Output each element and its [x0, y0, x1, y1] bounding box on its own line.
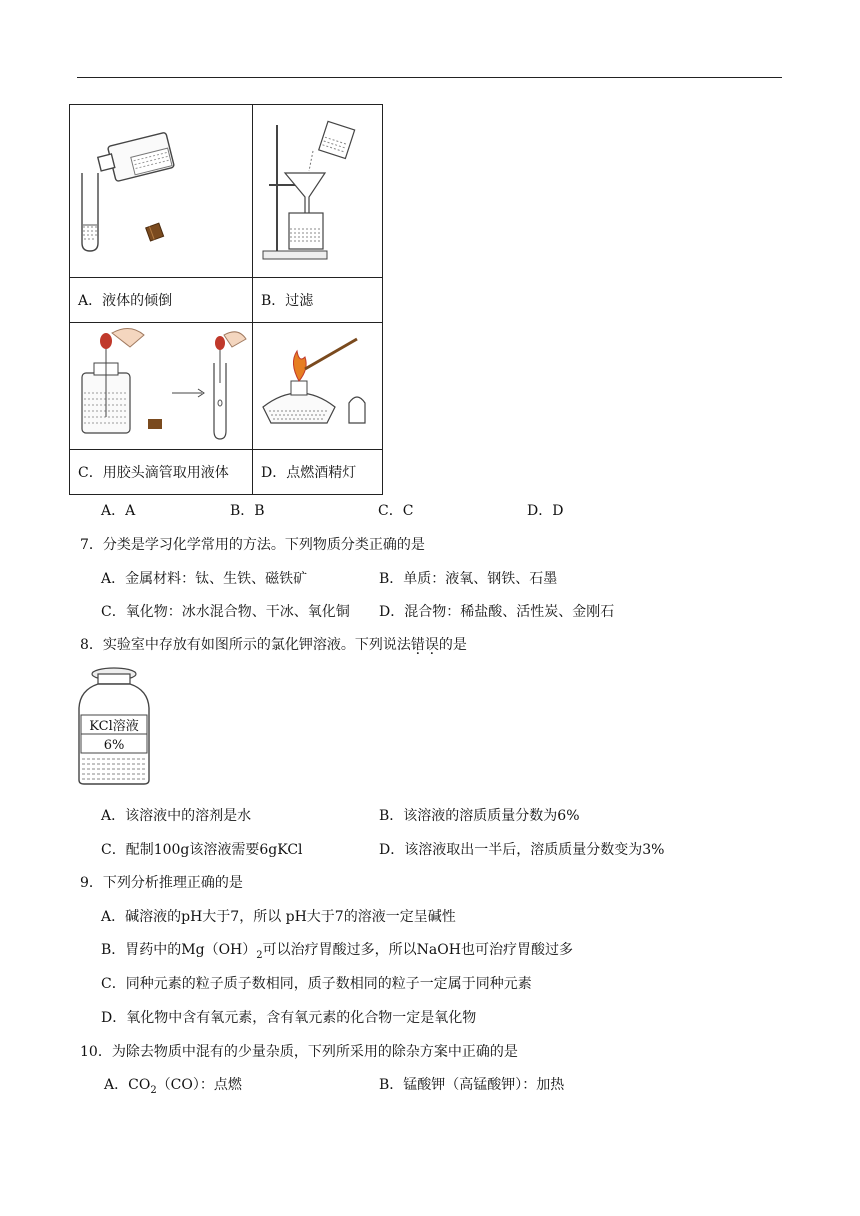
q8-option-d: D．该溶液取出一半后，溶质质量分数变为3% [379, 842, 665, 858]
q10-stem: 10．为除去物质中混有的少量杂质，下列所采用的除杂方案中正确的是 [80, 1044, 518, 1060]
q7-option-a: A．金属材料：钛、生铁、磁铁矿 [101, 571, 308, 587]
q7-option-d: D．混合物：稀盐酸、活性炭、金刚石 [379, 604, 615, 620]
q10-option-a-post: （CO）：点燃 [156, 1077, 242, 1093]
header-rule [77, 77, 782, 78]
q10-option-b: B．锰酸钾（高锰酸钾）：加热 [379, 1077, 565, 1093]
q9-option-b-sub: 2 [256, 949, 263, 961]
filtration-illustration [253, 105, 382, 273]
q6-option-d: D．D [527, 503, 564, 519]
caption-c: C．用胶头滴管取用液体 [70, 450, 253, 495]
q9-option-b [101, 939, 573, 961]
figure-c-cell [70, 323, 253, 450]
q8-stem-post: 的是 [438, 637, 467, 653]
caption-a: A．液体的倾倒 [70, 278, 253, 323]
q6-option-b: B．B [230, 503, 265, 519]
caption-d: D．点燃酒精灯 [253, 450, 383, 495]
q9-stem: 9．下列分析推理正确的是 [80, 875, 243, 891]
q6-option-c: C．C [378, 503, 414, 519]
caption-b: B．过滤 [253, 278, 383, 323]
apparatus-figure-table [69, 104, 383, 495]
q9-option-b-post: 可以治疗胃酸过多，所以NaOH也可治疗胃酸过多 [262, 942, 573, 958]
q10-option-a-pre: A．CO [104, 1077, 151, 1093]
q8-option-b: B．该溶液的溶质质量分数为6% [379, 808, 580, 824]
q9-option-a: A．碱溶液的pH大于7，所以 pH大于7的溶液一定呈碱性 [101, 909, 456, 925]
q6-option-a: A．A [101, 503, 136, 519]
figure-b-cell [253, 105, 383, 278]
kcl-label-name: KCl溶液 [89, 719, 139, 734]
q8-stem [80, 634, 467, 654]
q7-stem: 7．分类是学习化学常用的方法。下列物质分类正确的是 [80, 537, 425, 553]
figure-d-cell [253, 323, 383, 450]
q7-option-c: C．氧化物：冰水混合物、干冰、氧化铜 [101, 604, 350, 620]
q8-stem-emphasis-1: 错 [410, 637, 425, 653]
kcl-bottle-illustration [76, 664, 152, 786]
pour-liquid-illustration [70, 105, 252, 273]
q9-option-b-pre: B．胃药中的Mg（OH） [101, 942, 257, 958]
kcl-label-concentration: 6% [103, 738, 125, 753]
q7-option-b: B．单质：液氧、钢铁、石墨 [379, 571, 558, 587]
q8-stem-emphasis-2: 误 [424, 637, 439, 653]
q8-option-c: C．配制100g该溶液需要6gKCl [101, 842, 303, 858]
dropper-illustration [70, 323, 252, 445]
q10-option-a [104, 1074, 242, 1096]
alcohol-lamp-illustration [253, 323, 382, 445]
q8-stem-pre: 8．实验室中存放有如图所示的氯化钾溶液。下列说法 [80, 637, 411, 653]
q9-option-c: C．同种元素的粒子质子数相同，质子数相同的粒子一定属于同种元素 [101, 976, 532, 992]
q9-option-d: D．氧化物中含有氧元素，含有氧元素的化合物一定是氧化物 [101, 1010, 477, 1026]
q10-option-a-sub: 2 [150, 1084, 157, 1096]
figure-a-cell [70, 105, 253, 278]
q8-option-a: A．该溶液中的溶剂是水 [101, 808, 252, 824]
